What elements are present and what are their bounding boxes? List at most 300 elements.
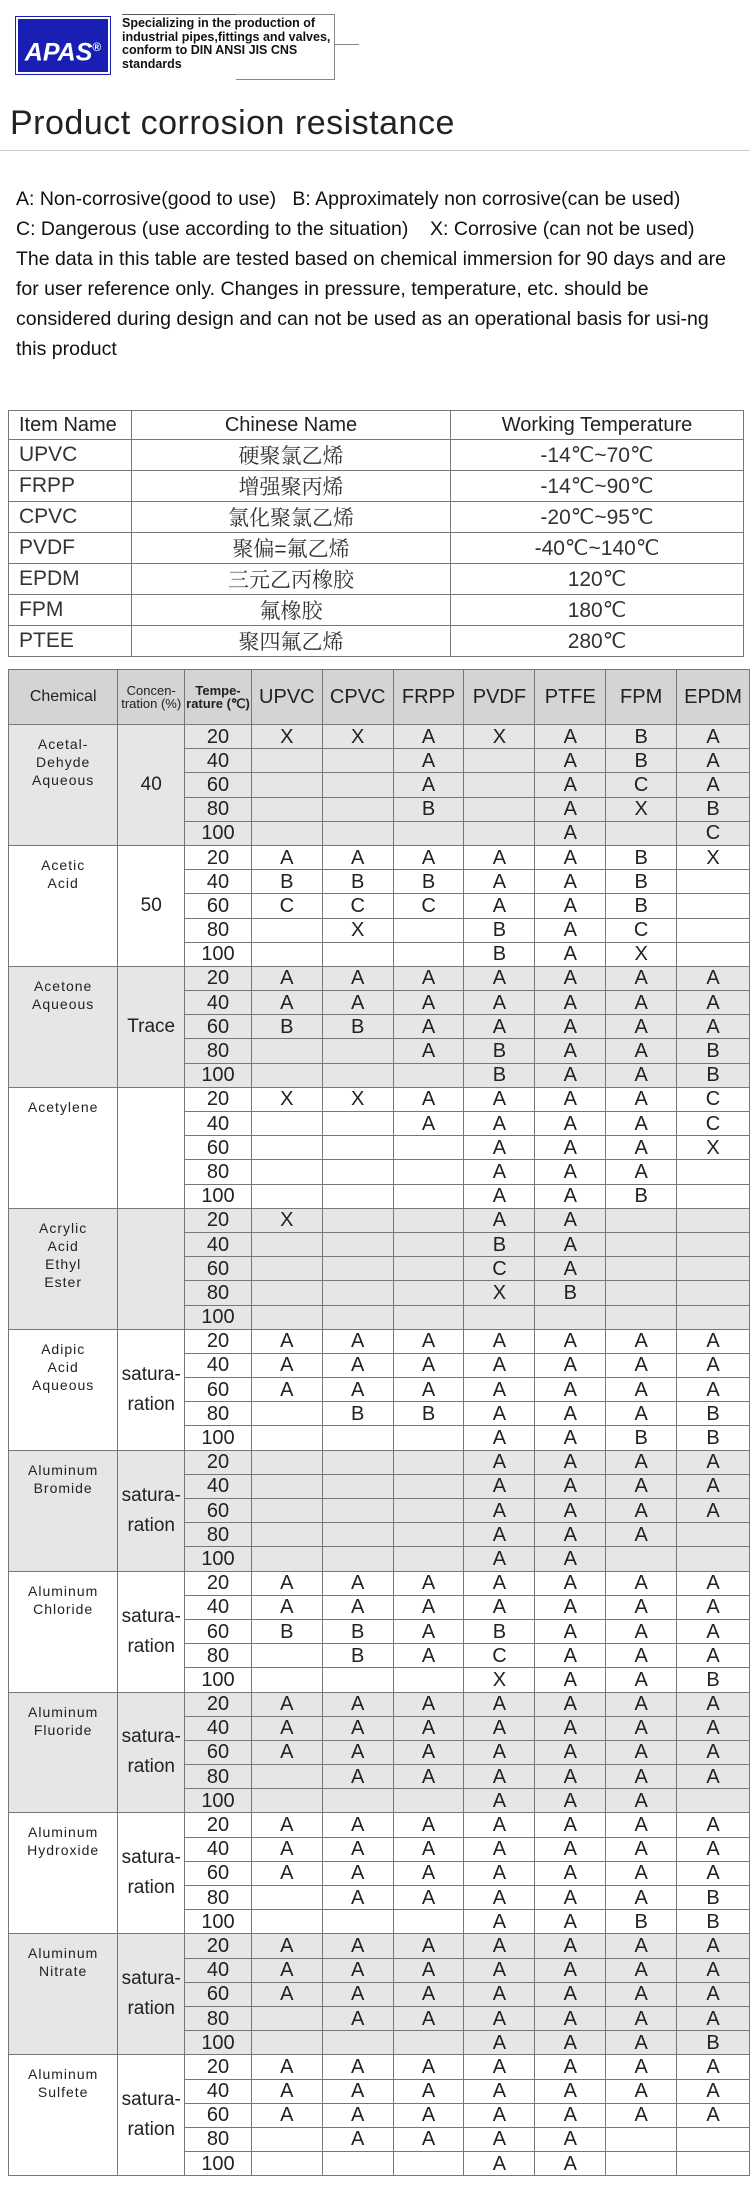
pvdf-rating: A (464, 1426, 535, 1450)
upvc-rating (251, 1789, 322, 1813)
cpvc-rating (322, 1257, 393, 1281)
pvdf-rating (464, 749, 535, 773)
pvdf-rating: A (464, 1692, 535, 1716)
temperature-cell: 60 (185, 1982, 252, 2006)
temperature-cell: 60 (185, 1378, 252, 1402)
pvdf-rating: A (464, 1499, 535, 1523)
cpvc-rating: A (322, 1813, 393, 1837)
fpm-rating (606, 1208, 677, 1232)
temperature-cell: 40 (185, 749, 252, 773)
frpp-rating: A (393, 1765, 464, 1789)
upvc-rating: A (251, 1934, 322, 1958)
fpm-rating: A (606, 1329, 677, 1353)
temperature-cell: 20 (185, 1813, 252, 1837)
chemical-row (9, 1934, 750, 1958)
epdm-rating (677, 1789, 750, 1813)
fpm-rating: C (606, 918, 677, 942)
frpp-rating: B (393, 870, 464, 894)
epdm-rating: A (677, 1353, 750, 1377)
epdm-rating: C (677, 821, 750, 845)
pvdf-rating: B (464, 1619, 535, 1643)
temperature-cell: 20 (185, 1450, 252, 1474)
cpvc-rating: B (322, 1402, 393, 1426)
upvc-rating (251, 1402, 322, 1426)
ptfe-rating: A (535, 1136, 606, 1160)
upvc-rating (251, 1257, 322, 1281)
pvdf-rating: A (464, 845, 535, 869)
upvc-rating: A (251, 845, 322, 869)
epdm-rating: A (677, 1837, 750, 1861)
ptfe-rating: A (535, 2103, 606, 2127)
chemical-row (9, 1208, 750, 1232)
epdm-rating: B (677, 2031, 750, 2055)
upvc-rating: B (251, 870, 322, 894)
epdm-rating (677, 1184, 750, 1208)
epdm-rating: A (677, 1813, 750, 1837)
upvc-rating: X (251, 1087, 322, 1111)
fpm-rating: A (606, 1934, 677, 1958)
concentration-value: satura- ration (118, 1450, 185, 1571)
ptfe-rating: A (535, 1208, 606, 1232)
epdm-rating: B (677, 1063, 750, 1087)
cpvc-rating: A (322, 1765, 393, 1789)
material-code: UPVC (9, 440, 132, 471)
temperature-cell: 20 (185, 725, 252, 749)
epdm-rating: B (677, 1426, 750, 1450)
column-header-working-temperature: Working Temperature (451, 411, 744, 440)
cpvc-rating (322, 1789, 393, 1813)
ptfe-rating: A (535, 870, 606, 894)
fpm-rating: A (606, 991, 677, 1015)
chemical-name: Acetylene (9, 1087, 118, 1208)
cpvc-rating (322, 1208, 393, 1232)
pvdf-rating: A (464, 1571, 535, 1595)
temperature-cell: 80 (185, 797, 252, 821)
pvdf-rating: A (464, 1982, 535, 2006)
ptfe-rating: A (535, 1015, 606, 1039)
pvdf-rating: B (464, 1039, 535, 1063)
temperature-cell: 100 (185, 1789, 252, 1813)
ptfe-rating: A (535, 1426, 606, 1450)
upvc-rating: A (251, 966, 322, 990)
temperature-cell: 60 (185, 1499, 252, 1523)
pvdf-rating: A (464, 1112, 535, 1136)
column-header-upvc: UPVC (251, 670, 322, 725)
frpp-rating: A (393, 2127, 464, 2151)
frpp-rating: A (393, 1740, 464, 1764)
upvc-rating (251, 1112, 322, 1136)
frpp-rating: C (393, 894, 464, 918)
cpvc-rating (322, 797, 393, 821)
temperature-cell: 40 (185, 870, 252, 894)
frpp-rating: A (393, 991, 464, 1015)
registered-mark: ® (92, 40, 102, 54)
frpp-rating: A (393, 2006, 464, 2030)
cpvc-rating (322, 1523, 393, 1547)
epdm-rating: B (677, 1886, 750, 1910)
frpp-rating: A (393, 1378, 464, 1402)
cpvc-rating: A (322, 1571, 393, 1595)
company-tagline: Specializing in the production of industrial pipes,fittings and valves, conform to DIN ANSI JIS CNS standards (122, 16, 331, 71)
frpp-rating (393, 2152, 464, 2176)
epdm-rating (677, 1305, 750, 1329)
chemical-row (9, 845, 750, 869)
frpp-rating: A (393, 845, 464, 869)
fpm-rating: A (606, 1958, 677, 1982)
material-row (9, 471, 744, 502)
ptfe-rating: A (535, 1063, 606, 1087)
title-divider (0, 150, 750, 151)
fpm-rating: A (606, 1450, 677, 1474)
cpvc-rating (322, 749, 393, 773)
material-code: CPVC (9, 502, 132, 533)
ptfe-rating: A (535, 773, 606, 797)
temperature-cell: 40 (185, 1232, 252, 1256)
temperature-cell: 20 (185, 1329, 252, 1353)
fpm-rating: A (606, 2079, 677, 2103)
ptfe-rating: A (535, 1160, 606, 1184)
temperature-cell: 60 (185, 894, 252, 918)
frpp-rating: B (393, 1402, 464, 1426)
chemical-row (9, 1692, 750, 1716)
epdm-rating (677, 894, 750, 918)
ptfe-rating: A (535, 845, 606, 869)
cpvc-rating (322, 2031, 393, 2055)
upvc-rating (251, 1305, 322, 1329)
upvc-rating: A (251, 991, 322, 1015)
frpp-rating: A (393, 2103, 464, 2127)
cpvc-rating (322, 1281, 393, 1305)
frpp-rating (393, 1910, 464, 1934)
epdm-rating: A (677, 1982, 750, 2006)
ptfe-rating: A (535, 2152, 606, 2176)
chemical-row (9, 2055, 750, 2079)
upvc-rating: B (251, 1619, 322, 1643)
epdm-rating: A (677, 1499, 750, 1523)
epdm-rating: A (677, 725, 750, 749)
column-header-item-name: Item Name (9, 411, 132, 440)
frpp-rating: A (393, 1982, 464, 2006)
epdm-rating (677, 870, 750, 894)
temperature-cell: 80 (185, 1402, 252, 1426)
epdm-rating (677, 1208, 750, 1232)
column-header-cpvc: CPVC (322, 670, 393, 725)
pvdf-rating: A (464, 1208, 535, 1232)
chemical-header-row (9, 670, 750, 725)
upvc-rating: A (251, 1837, 322, 1861)
upvc-rating: A (251, 1861, 322, 1885)
upvc-rating: A (251, 1378, 322, 1402)
epdm-rating: B (677, 797, 750, 821)
fpm-rating: A (606, 1112, 677, 1136)
temperature-cell: 40 (185, 2079, 252, 2103)
epdm-rating: A (677, 2103, 750, 2127)
temperature-cell: 40 (185, 1595, 252, 1619)
cpvc-rating: A (322, 1982, 393, 2006)
cpvc-rating (322, 1426, 393, 1450)
frpp-rating: A (393, 1015, 464, 1039)
material-row (9, 533, 744, 564)
epdm-rating: C (677, 1087, 750, 1111)
material-chinese-name: 氟橡胶 (132, 595, 451, 626)
ptfe-rating: A (535, 1112, 606, 1136)
fpm-rating: A (606, 1982, 677, 2006)
cpvc-rating: A (322, 1595, 393, 1619)
frpp-rating (393, 1523, 464, 1547)
frpp-rating (393, 1547, 464, 1571)
cpvc-rating (322, 1547, 393, 1571)
pvdf-rating: X (464, 1668, 535, 1692)
cpvc-rating: A (322, 991, 393, 1015)
pvdf-rating: A (464, 1087, 535, 1111)
material-chinese-name: 氯化聚氯乙烯 (132, 502, 451, 533)
upvc-rating (251, 942, 322, 966)
frpp-rating (393, 1499, 464, 1523)
temperature-cell: 80 (185, 1644, 252, 1668)
pvdf-rating: A (464, 1910, 535, 1934)
materials-header-row (9, 411, 744, 440)
frpp-rating: A (393, 1571, 464, 1595)
ptfe-rating: A (535, 1184, 606, 1208)
cpvc-rating: A (322, 1740, 393, 1764)
frpp-rating: A (393, 1692, 464, 1716)
ptfe-rating: A (535, 1789, 606, 1813)
fpm-rating (606, 1547, 677, 1571)
upvc-rating (251, 1523, 322, 1547)
pvdf-rating: A (464, 1547, 535, 1571)
pvdf-rating: A (464, 2031, 535, 2055)
upvc-rating: A (251, 1716, 322, 1740)
frpp-rating: A (393, 1934, 464, 1958)
upvc-rating (251, 1450, 322, 1474)
upvc-rating: B (251, 1015, 322, 1039)
concentration-value: satura- ration (118, 1692, 185, 1813)
frpp-rating (393, 2031, 464, 2055)
fpm-rating: X (606, 797, 677, 821)
fpm-rating: B (606, 845, 677, 869)
upvc-rating (251, 1886, 322, 1910)
material-row (9, 595, 744, 626)
temperature-cell: 20 (185, 1571, 252, 1595)
ptfe-rating: B (535, 1281, 606, 1305)
temperature-cell: 80 (185, 1886, 252, 1910)
upvc-rating (251, 2127, 322, 2151)
fpm-rating: A (606, 1571, 677, 1595)
ptfe-rating: A (535, 1257, 606, 1281)
epdm-rating: A (677, 2079, 750, 2103)
temperature-cell: 80 (185, 918, 252, 942)
epdm-rating (677, 1547, 750, 1571)
cpvc-rating (322, 821, 393, 845)
fpm-rating (606, 821, 677, 845)
upvc-rating (251, 1910, 322, 1934)
fpm-rating (606, 2152, 677, 2176)
frpp-rating: A (393, 1886, 464, 1910)
cpvc-rating (322, 1668, 393, 1692)
fpm-rating: A (606, 2103, 677, 2127)
ptfe-rating: A (535, 1450, 606, 1474)
material-code: PTEE (9, 626, 132, 657)
chemical-row (9, 1087, 750, 1111)
fpm-rating: B (606, 1426, 677, 1450)
frpp-rating (393, 1668, 464, 1692)
pvdf-rating: A (464, 1136, 535, 1160)
ptfe-rating: A (535, 1595, 606, 1619)
cpvc-rating (322, 1184, 393, 1208)
chemical-row (9, 1329, 750, 1353)
fpm-rating: A (606, 1402, 677, 1426)
ptfe-rating: A (535, 894, 606, 918)
pvdf-rating: A (464, 1813, 535, 1837)
fpm-rating: A (606, 1136, 677, 1160)
frpp-rating: A (393, 749, 464, 773)
cpvc-rating (322, 1910, 393, 1934)
pvdf-rating (464, 797, 535, 821)
cpvc-rating (322, 1136, 393, 1160)
chemical-row (9, 1450, 750, 1474)
epdm-rating: A (677, 1329, 750, 1353)
ptfe-rating: A (535, 1861, 606, 1885)
upvc-rating: A (251, 1813, 322, 1837)
frpp-rating: A (393, 1958, 464, 1982)
frpp-rating (393, 1160, 464, 1184)
ptfe-rating: A (535, 1571, 606, 1595)
epdm-rating: A (677, 1692, 750, 1716)
concentration-value: 50 (118, 845, 185, 966)
pvdf-rating: A (464, 2127, 535, 2151)
material-chinese-name: 增强聚丙烯 (132, 471, 451, 502)
ptfe-rating: A (535, 1378, 606, 1402)
temperature-cell: 40 (185, 1716, 252, 1740)
temperature-cell: 20 (185, 2055, 252, 2079)
upvc-rating (251, 1765, 322, 1789)
temperature-cell: 40 (185, 1474, 252, 1498)
epdm-rating: A (677, 1595, 750, 1619)
chemical-name: Adipic Acid Aqueous (9, 1329, 118, 1450)
ptfe-rating: A (535, 2006, 606, 2030)
fpm-rating: B (606, 894, 677, 918)
pvdf-rating: B (464, 1063, 535, 1087)
column-header-chemical: Chemical (9, 670, 118, 725)
fpm-rating: A (606, 1595, 677, 1619)
pvdf-rating: A (464, 1886, 535, 1910)
ptfe-rating: A (535, 2127, 606, 2151)
upvc-rating (251, 1426, 322, 1450)
frpp-rating: A (393, 966, 464, 990)
fpm-rating: B (606, 749, 677, 773)
cpvc-rating: A (322, 1692, 393, 1716)
epdm-rating (677, 1160, 750, 1184)
epdm-rating: X (677, 845, 750, 869)
pvdf-rating: B (464, 942, 535, 966)
frpp-rating (393, 1257, 464, 1281)
temperature-cell: 80 (185, 2127, 252, 2151)
cpvc-rating: A (322, 1378, 393, 1402)
upvc-rating: X (251, 1208, 322, 1232)
pvdf-rating: A (464, 2006, 535, 2030)
fpm-rating (606, 1232, 677, 1256)
column-header-ptfe: PTFE (535, 670, 606, 725)
cpvc-rating (322, 1232, 393, 1256)
temperature-cell: 60 (185, 773, 252, 797)
ptfe-rating: A (535, 1353, 606, 1377)
epdm-rating (677, 1281, 750, 1305)
chemical-name: Acetal- Dehyde Aqueous (9, 725, 118, 846)
temperature-cell: 80 (185, 1523, 252, 1547)
ptfe-rating: A (535, 2055, 606, 2079)
epdm-rating (677, 1523, 750, 1547)
pvdf-rating: A (464, 1740, 535, 1764)
chemical-name: Aluminum Nitrate (9, 1934, 118, 2055)
upvc-rating (251, 1136, 322, 1160)
ptfe-rating: A (535, 1402, 606, 1426)
ptfe-rating: A (535, 2079, 606, 2103)
material-code: FPM (9, 595, 132, 626)
ptfe-rating: A (535, 1087, 606, 1111)
frpp-rating: A (393, 725, 464, 749)
fpm-rating: A (606, 1619, 677, 1643)
concentration-value: 40 (118, 725, 185, 846)
pvdf-rating: B (464, 918, 535, 942)
pvdf-rating: A (464, 1765, 535, 1789)
frpp-rating: A (393, 1353, 464, 1377)
frpp-rating: B (393, 797, 464, 821)
frpp-rating (393, 1232, 464, 1256)
ptfe-rating: A (535, 1716, 606, 1740)
fpm-rating: A (606, 1039, 677, 1063)
frpp-rating: A (393, 2055, 464, 2079)
chemical-row (9, 966, 750, 990)
pvdf-rating: A (464, 1934, 535, 1958)
fpm-rating (606, 1281, 677, 1305)
upvc-rating (251, 1499, 322, 1523)
ptfe-rating: A (535, 1499, 606, 1523)
temperature-cell: 100 (185, 1063, 252, 1087)
upvc-rating (251, 1281, 322, 1305)
pvdf-rating: A (464, 1184, 535, 1208)
temperature-cell: 80 (185, 1160, 252, 1184)
cpvc-rating: A (322, 1329, 393, 1353)
ptfe-rating: A (535, 1232, 606, 1256)
upvc-rating: A (251, 1982, 322, 2006)
temperature-cell: 60 (185, 1619, 252, 1643)
upvc-rating (251, 1160, 322, 1184)
concentration-value: satura- ration (118, 1329, 185, 1450)
cpvc-rating (322, 1160, 393, 1184)
fpm-rating: A (606, 1378, 677, 1402)
fpm-rating: B (606, 870, 677, 894)
frpp-rating: A (393, 1861, 464, 1885)
upvc-rating (251, 918, 322, 942)
upvc-rating (251, 749, 322, 773)
epdm-rating: C (677, 1112, 750, 1136)
fpm-rating: A (606, 1644, 677, 1668)
fpm-rating: A (606, 1837, 677, 1861)
pvdf-rating: A (464, 1595, 535, 1619)
temperature-cell: 100 (185, 1305, 252, 1329)
upvc-rating: A (251, 1740, 322, 1764)
cpvc-rating: B (322, 1644, 393, 1668)
epdm-rating: B (677, 1668, 750, 1692)
pvdf-rating: X (464, 1281, 535, 1305)
epdm-rating: A (677, 1015, 750, 1039)
fpm-rating: A (606, 1789, 677, 1813)
material-working-temperature: -20℃~95℃ (451, 502, 744, 533)
frpp-rating (393, 1184, 464, 1208)
epdm-rating: A (677, 1861, 750, 1885)
fpm-rating: A (606, 1886, 677, 1910)
epdm-rating: A (677, 1474, 750, 1498)
